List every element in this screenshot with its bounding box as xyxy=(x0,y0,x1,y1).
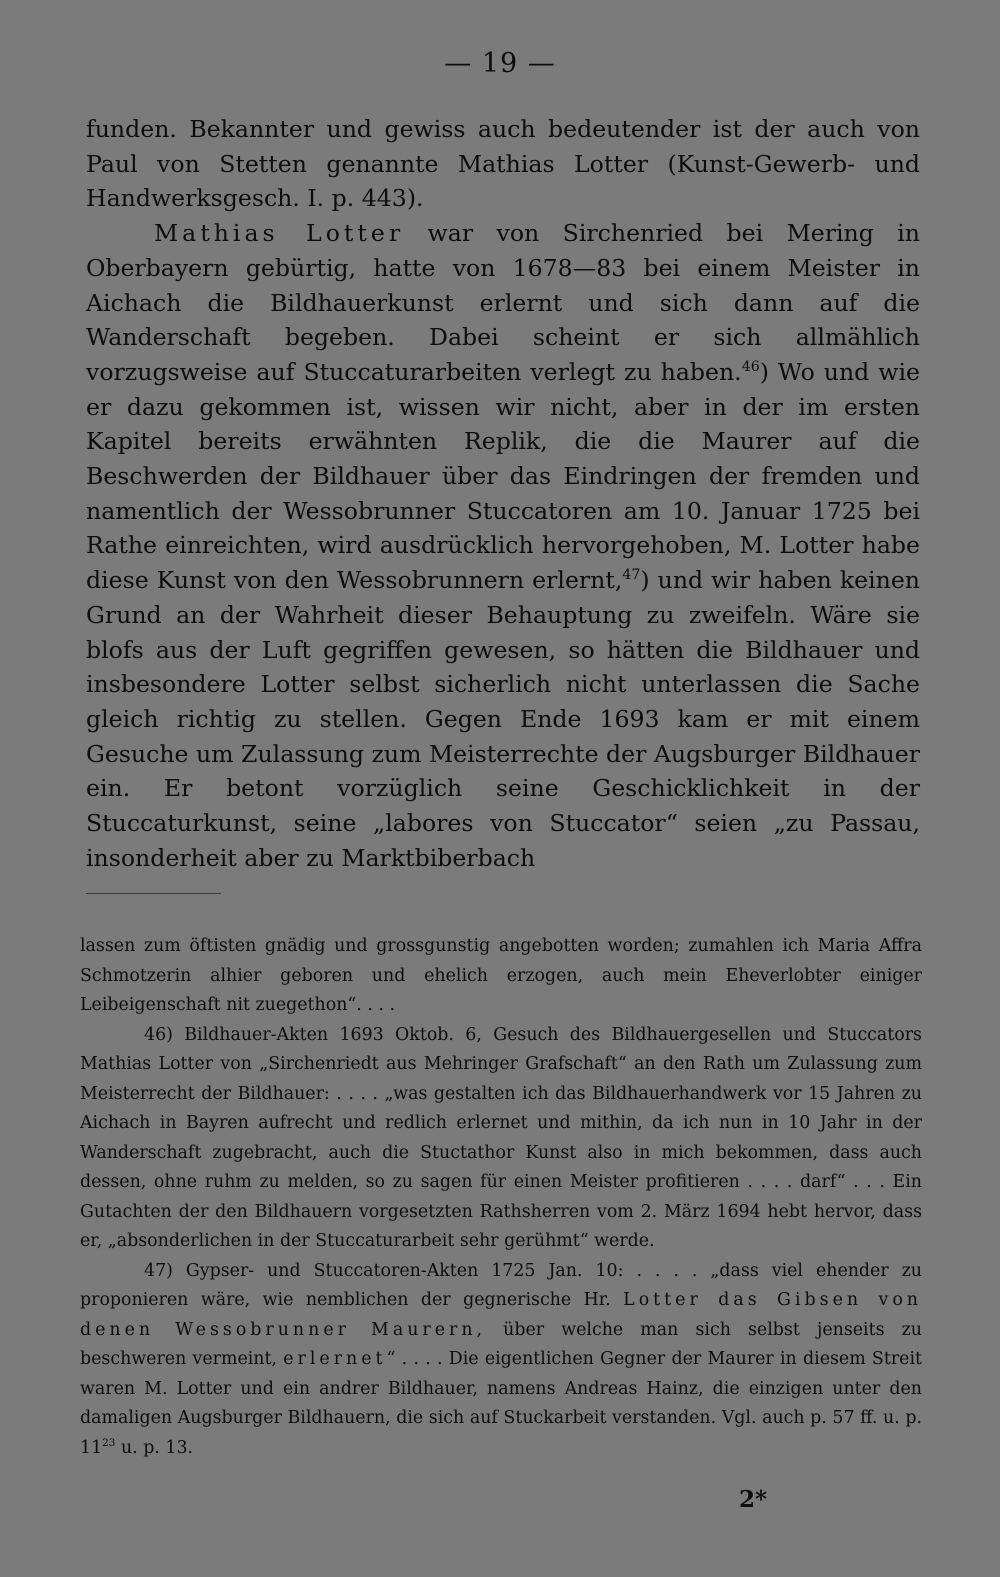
main-text xyxy=(86,112,920,875)
footnotes xyxy=(80,932,922,1463)
footnote-47 xyxy=(80,1257,922,1464)
footnote-47-spaced-2: erlernet xyxy=(283,1349,387,1369)
person-name-spaced: Mathias Lotter xyxy=(154,219,405,248)
paragraph-2 xyxy=(86,216,920,875)
paragraph-2-text-b: ) Wo und wie er dazu gekommen ist, wissen wir nicht, aber in der im ersten Kapitel bereits erwähnten Replik, die die Maurer auf die Beschwerden der Bildhauer über das Eindringen der fremden und namentlich der Wessobrunner Stuccatoren am 10. Januar 1725 bei Rathe einreichten, wird ausdrücklich hervorgehoben, M. Lotter habe diese Kunst von den Wessobrunnern erlernt, xyxy=(86,357,920,595)
footnote-46: 46) Bildhauer-Akten 1693 Oktob. 6, Gesuch des Bildhauergesellen und Stuccators Mathias Lotter von „Sirchenriedt aus Mehringer Grafschaft“ an den Rath um Zulassung zum Meisterrecht der Bildhauer: . . . . „was gestalten ich das Bildhauerhandwerk vor 15 Jahren zu Aichach in Bayren aufrecht und redlich erlernet und mithin, da ich nun in 10 Jahr in der Wanderschaft zugebracht, auch die Stuctathor Kunst also in mich bekommen, dass auch dessen, ohne ruhm zu melden, so zu sagen für einen Meister profitieren . . . . darf“ . . . Ein Gutachten der den Bildhauern vorgesetzten Rathsherren vom 2. März 1694 hebt hervor, dass er, „absonderlichen in der Stuccaturarbeit sehr gerühmt“ werde. xyxy=(80,1024,922,1251)
page-number: — 19 — xyxy=(444,48,556,79)
footnote-47-text-d: u. p. 13. xyxy=(115,1437,194,1458)
footnote-continuation: lassen zum öftisten gnädig und grossgunstig angebotten worden; zumahlen ich Maria Affra Schmotzerin alhier geboren und ehelich erzogen, auch mein Eheverlobter einiger Leibeigenschaft nit zuegethon“. . . . xyxy=(80,936,922,1015)
paragraph-2-text-a: war von Sirchenried bei Mering in Oberbayern gebürtig, hatte von 1678—83 bei einem Meister in Aichach die Bildhauerkunst erlernt und sich dann auf die Wanderschaft begeben. Dabei scheint er sich allmählich vorzugsweise auf Stuccaturarbeiten verlegt zu haben. xyxy=(86,219,920,386)
signature-mark: 2* xyxy=(739,1486,768,1513)
footnote-ref-46[interactable]: 46 xyxy=(741,359,760,376)
footnote-ref-47[interactable]: 47 xyxy=(622,567,641,584)
footnote-divider xyxy=(86,893,221,894)
footnote-47-text-b: über welche man sich selbst jenseits zu beschweren vermeint, xyxy=(80,1319,922,1369)
paragraph-1: funden. Bekannter und gewiss auch bedeutender ist der auch von Paul von Stetten genannte Mathias Lotter (Kunst-Gewerb- und Handwerksgesch. I. p. 443). xyxy=(86,115,920,213)
footnote-47-superscript: 23 xyxy=(102,1436,116,1449)
paragraph-2-text-c: ) und wir haben keinen Grund an der Wahrheit dieser Behauptung zu zweifeln. Wäre sie blofs aus der Luft gegriffen gewesen, so hätten die Bildhauer und insbesondere Lotter selbst sicherlich nicht unterlassen die Sache gleich richtig zu stellen. Gegen Ende 1693 kam er mit einem Gesuche um Zulassung zum Meisterrechte der Augsburger Bildhauer ein. Er betont vorzüglich seine Geschicklichkeit in der Stuccaturkunst, seine „labores von Stuccator“ seien „zu Passau, insonderheit aber zu Marktbiberbach xyxy=(86,566,920,872)
footnote-47-spaced-1: Lotter das Gibsen von denen Wessobrunner Maurern, xyxy=(80,1290,922,1340)
footnote-47-text-c: “ . . . . Die eigentlichen Gegner der Maurer in diesem Streit waren M. Lotter und ein andrer Bildhauer, namens Andreas Hainz, die einzigen unter den damaligen Augsburger Bildhauern, die sich auf Stuckarbeit verstanden. Vgl. auch p. 57 ff. u. p. 11 xyxy=(80,1349,922,1458)
footnote-47-text-a: 47) Gypser- und Stuccatoren-Akten 1725 Jan. 10: . . . . „dass viel ehender zu proponieren wäre, wie nemblichen der gegnerische Hr. xyxy=(80,1260,922,1310)
